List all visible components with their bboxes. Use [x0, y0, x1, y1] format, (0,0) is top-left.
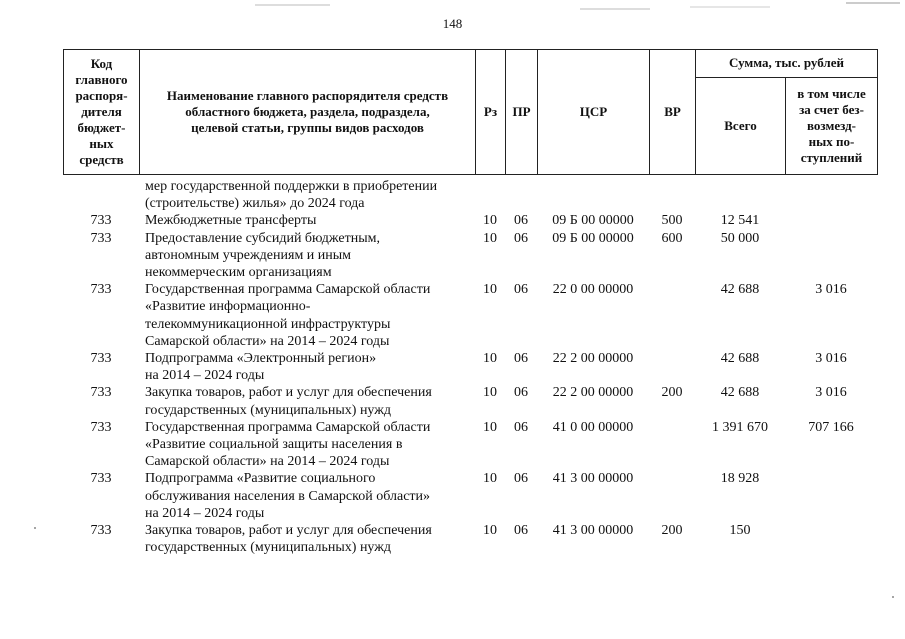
row-rz: 10: [483, 385, 497, 401]
row-total: 150: [729, 523, 751, 539]
row-csr: 41 3 00 00000: [552, 523, 634, 539]
row-pr: 06: [514, 351, 528, 367]
row-name: Межбюджетные трансферты: [145, 213, 317, 229]
header-pr: ПР: [506, 50, 538, 175]
row-total: 42 688: [720, 385, 760, 401]
header-sum: Сумма, тыс. рублей: [696, 50, 878, 78]
row-pr: 06: [514, 419, 528, 435]
row-code: 733: [90, 385, 112, 401]
row-rz: 10: [483, 419, 497, 435]
row-incl: 3 016: [815, 351, 847, 367]
row-csr: 41 3 00 00000: [552, 471, 634, 487]
row-code: 733: [90, 523, 112, 539]
row-name: Предоставление субсидий бюджетным, автономным учреждениям и иным некоммерческим организациям: [145, 230, 381, 281]
row-rz: 10: [483, 523, 497, 539]
row-rz: 10: [483, 351, 497, 367]
row-csr: 09 Б 00 00000: [552, 230, 634, 246]
row-rz: 10: [483, 282, 497, 298]
row-pr: 06: [514, 385, 528, 401]
header-code: Код главного распоря- дителя бюджет- ных средств: [64, 50, 140, 175]
row-incl: 707 166: [808, 419, 854, 435]
row-pr: 06: [514, 230, 528, 246]
header-csr: ЦСР: [538, 50, 650, 175]
header-vr: ВР: [650, 50, 696, 175]
row-pr: 06: [514, 282, 528, 298]
row-name: Закупка товаров, работ и услуг для обеспечения государственных (муниципальных) нужд: [145, 523, 432, 556]
row-name: Государственная программа Самарской области «Развитие информационно- телекоммуникационной инфраструктуры Самарской области» на 2014 – 2024 годы: [145, 282, 431, 349]
row-incl: 3 016: [815, 385, 847, 401]
row-csr: 09 Б 00 00000: [552, 213, 634, 229]
row-code: 733: [90, 471, 112, 487]
row-code: 733: [90, 230, 112, 246]
row-total: 50 000: [720, 230, 760, 246]
row-total: 42 688: [720, 351, 760, 367]
row-code: 733: [90, 419, 112, 435]
row-name: Подпрограмма «Электронный регион» на 2014 – 2024 годы: [145, 351, 377, 384]
row-name: Государственная программа Самарской области «Развитие социальной защиты населения в Самарской области» на 2014 – 2024 годы: [145, 419, 431, 470]
row-csr: 22 2 00 00000: [552, 385, 634, 401]
row-pr: 06: [514, 213, 528, 229]
row-csr: 22 2 00 00000: [552, 351, 634, 367]
row-code: 733: [90, 213, 112, 229]
row-rz: 10: [483, 230, 497, 246]
row-vr: 600: [661, 230, 683, 246]
row-pr: 06: [514, 471, 528, 487]
page-number: 148: [442, 16, 463, 31]
header-rz: Рз: [476, 50, 506, 175]
row-vr: 500: [661, 213, 683, 229]
row-name: мер государственной поддержки в приобретении (строительстве) жилья» до 2024 года: [145, 179, 438, 212]
row-vr: 200: [661, 523, 683, 539]
row-name: Подпрограмма «Развитие социального обслуживания населения в Самарской области» на 2014 – 2024 годы: [145, 471, 431, 521]
row-total: 18 928: [720, 471, 760, 487]
row-rz: 10: [483, 213, 497, 229]
header-name: Наименование главного распорядителя средств областного бюджета, раздела, подраздела, целевой статьи, группы видов расходов: [140, 50, 476, 175]
row-code: 733: [90, 282, 112, 298]
row-name: Закупка товаров, работ и услуг для обеспечения государственных (муниципальных) нужд: [145, 385, 432, 418]
row-total: 12 541: [720, 213, 760, 229]
row-total: 1 391 670: [712, 419, 768, 435]
header-incl: в том числе за счет без- возмезд- ных по- ступлений: [786, 77, 878, 174]
row-total: 42 688: [720, 282, 760, 298]
row-pr: 06: [514, 523, 528, 539]
header-total: Всего: [696, 77, 786, 174]
row-csr: 22 0 00 00000: [552, 282, 634, 298]
row-incl: 3 016: [815, 282, 847, 298]
row-vr: 200: [661, 385, 683, 401]
row-rz: 10: [483, 471, 497, 487]
row-code: 733: [90, 351, 112, 367]
row-csr: 41 0 00 00000: [552, 419, 634, 435]
